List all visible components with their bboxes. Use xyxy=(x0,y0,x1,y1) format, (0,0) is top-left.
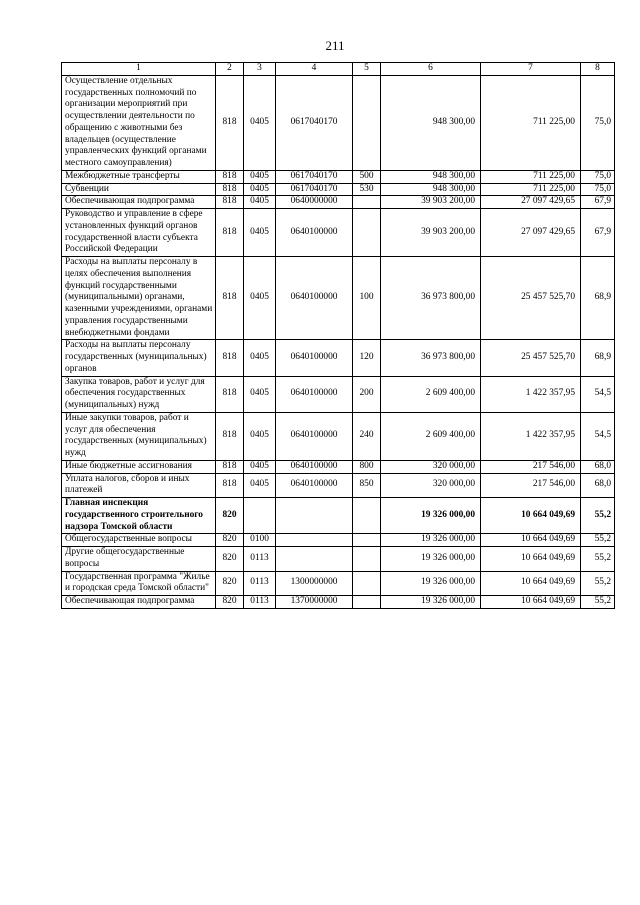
executed-amount-cell: 10 664 049,69 xyxy=(481,571,581,596)
section-code-cell: 0405 xyxy=(244,340,276,376)
expense-type-cell: 800 xyxy=(353,460,381,473)
executed-amount-cell: 711 225,00 xyxy=(481,75,581,170)
executed-amount-cell: 1 422 357,95 xyxy=(481,412,581,460)
target-article-cell: 0617040170 xyxy=(276,170,353,183)
ministry-code-cell: 818 xyxy=(216,460,244,473)
section-code-cell: 0113 xyxy=(244,571,276,596)
expense-type-cell xyxy=(353,596,381,609)
table-row xyxy=(62,183,615,196)
target-article-cell: 0640100000 xyxy=(276,412,353,460)
percent-cell: 55,2 xyxy=(581,547,615,572)
target-article-cell: 0640000000 xyxy=(276,196,353,209)
budget-table xyxy=(61,62,615,609)
percent-cell: 75,0 xyxy=(581,183,615,196)
section-code-cell xyxy=(244,498,276,534)
ministry-code-cell: 818 xyxy=(216,75,244,170)
planned-amount-cell: 948 300,00 xyxy=(381,170,481,183)
table-row xyxy=(62,170,615,183)
planned-amount-cell: 320 000,00 xyxy=(381,473,481,498)
section-code-cell: 0405 xyxy=(244,460,276,473)
percent-cell: 55,2 xyxy=(581,596,615,609)
expense-type-cell: 120 xyxy=(353,340,381,376)
header-cell: 4 xyxy=(276,63,353,76)
expense-type-cell xyxy=(353,547,381,572)
header-cell: 1 xyxy=(62,63,216,76)
header-cell: 2 xyxy=(216,63,244,76)
row-name-cell: Субвенции xyxy=(62,183,216,196)
section-code-cell: 0405 xyxy=(244,376,276,412)
ministry-code-cell: 818 xyxy=(216,257,244,340)
planned-amount-cell: 36 973 800,00 xyxy=(381,257,481,340)
table-row xyxy=(62,534,615,547)
percent-cell: 54,5 xyxy=(581,376,615,412)
planned-amount-cell: 39 903 200,00 xyxy=(381,209,481,257)
header-cell: 5 xyxy=(353,63,381,76)
expense-type-cell: 530 xyxy=(353,183,381,196)
executed-amount-cell: 217 546,00 xyxy=(481,473,581,498)
executed-amount-cell: 25 457 525,70 xyxy=(481,340,581,376)
table-row xyxy=(62,257,615,340)
expense-type-cell: 850 xyxy=(353,473,381,498)
planned-amount-cell: 320 000,00 xyxy=(381,460,481,473)
planned-amount-cell: 19 326 000,00 xyxy=(381,571,481,596)
section-code-cell: 0405 xyxy=(244,170,276,183)
table-row xyxy=(62,473,615,498)
section-code-cell: 0113 xyxy=(244,596,276,609)
target-article-cell: 1300000000 xyxy=(276,571,353,596)
target-article-cell: 0640100000 xyxy=(276,376,353,412)
target-article-cell: 1370000000 xyxy=(276,596,353,609)
target-article-cell xyxy=(276,547,353,572)
row-name-cell: Государственная программа "Жилье и городская среда Томской области" xyxy=(62,571,216,596)
ministry-code-cell: 818 xyxy=(216,412,244,460)
planned-amount-cell: 19 326 000,00 xyxy=(381,534,481,547)
section-code-cell: 0405 xyxy=(244,183,276,196)
row-name-cell: Осуществление отдельных государственных полномочий по организации мероприятий при осуществлении деятельности по обращению с животными без владельцев (осуществление управленческих функций органами местного самоуправления) xyxy=(62,75,216,170)
table-row xyxy=(62,460,615,473)
expense-type-cell xyxy=(353,498,381,534)
percent-cell: 68,9 xyxy=(581,340,615,376)
row-name-cell: Руководство и управление в сфере установленных функций органов государственной власти субъекта Российской Федерации xyxy=(62,209,216,257)
percent-cell: 54,5 xyxy=(581,412,615,460)
table-row xyxy=(62,412,615,460)
planned-amount-cell: 39 903 200,00 xyxy=(381,196,481,209)
row-name-cell: Обеспечивающая подпрограмма xyxy=(62,596,216,609)
ministry-code-cell: 818 xyxy=(216,170,244,183)
ministry-code-cell: 818 xyxy=(216,340,244,376)
section-code-cell: 0405 xyxy=(244,412,276,460)
ministry-code-cell: 818 xyxy=(216,376,244,412)
header-cell: 3 xyxy=(244,63,276,76)
header-cell: 7 xyxy=(481,63,581,76)
ministry-code-cell: 820 xyxy=(216,571,244,596)
planned-amount-cell: 19 326 000,00 xyxy=(381,596,481,609)
row-name-cell: Обеспечивающая подпрограмма xyxy=(62,196,216,209)
percent-cell: 75,0 xyxy=(581,170,615,183)
section-code-cell: 0405 xyxy=(244,473,276,498)
table-row xyxy=(62,571,615,596)
target-article-cell xyxy=(276,498,353,534)
row-name-cell: Межбюджетные трансферты xyxy=(62,170,216,183)
row-name-cell: Общегосударственные вопросы xyxy=(62,534,216,547)
percent-cell: 55,2 xyxy=(581,534,615,547)
target-article-cell xyxy=(276,534,353,547)
section-code-cell: 0405 xyxy=(244,75,276,170)
row-name-cell: Уплата налогов, сборов и иных платежей xyxy=(62,473,216,498)
target-article-cell: 0617040170 xyxy=(276,183,353,196)
ministry-code-cell: 818 xyxy=(216,196,244,209)
section-code-cell: 0100 xyxy=(244,534,276,547)
ministry-code-cell: 820 xyxy=(216,547,244,572)
section-code-cell: 0113 xyxy=(244,547,276,572)
table-row xyxy=(62,376,615,412)
section-code-cell: 0405 xyxy=(244,196,276,209)
planned-amount-cell: 948 300,00 xyxy=(381,75,481,170)
executed-amount-cell: 711 225,00 xyxy=(481,183,581,196)
planned-amount-cell: 2 609 400,00 xyxy=(381,376,481,412)
expense-type-cell xyxy=(353,571,381,596)
executed-amount-cell: 10 664 049,69 xyxy=(481,596,581,609)
expense-type-cell xyxy=(353,209,381,257)
row-name-cell: Главная инспекция государственного строительного надзора Томской области xyxy=(62,498,216,534)
header-row xyxy=(62,63,615,76)
table-row xyxy=(62,196,615,209)
percent-cell: 68,0 xyxy=(581,460,615,473)
target-article-cell: 0640100000 xyxy=(276,473,353,498)
percent-cell: 68,0 xyxy=(581,473,615,498)
target-article-cell: 0640100000 xyxy=(276,460,353,473)
ministry-code-cell: 820 xyxy=(216,498,244,534)
executed-amount-cell: 217 546,00 xyxy=(481,460,581,473)
percent-cell: 55,2 xyxy=(581,498,615,534)
row-name-cell: Другие общегосударственные вопросы xyxy=(62,547,216,572)
expense-type-cell: 200 xyxy=(353,376,381,412)
ministry-code-cell: 818 xyxy=(216,473,244,498)
row-name-cell: Расходы на выплаты персоналу государственных (муниципальных) органов xyxy=(62,340,216,376)
percent-cell: 55,2 xyxy=(581,571,615,596)
target-article-cell: 0640100000 xyxy=(276,209,353,257)
header-cell: 6 xyxy=(381,63,481,76)
executed-amount-cell: 1 422 357,95 xyxy=(481,376,581,412)
executed-amount-cell: 711 225,00 xyxy=(481,170,581,183)
expense-type-cell: 500 xyxy=(353,170,381,183)
planned-amount-cell: 19 326 000,00 xyxy=(381,498,481,534)
planned-amount-cell: 948 300,00 xyxy=(381,183,481,196)
target-article-cell: 0640100000 xyxy=(276,257,353,340)
table-row xyxy=(62,209,615,257)
row-name-cell: Иные закупки товаров, работ и услуг для обеспечения государственных (муниципальных) нужд xyxy=(62,412,216,460)
planned-amount-cell: 36 973 800,00 xyxy=(381,340,481,376)
expense-type-cell: 240 xyxy=(353,412,381,460)
section-code-cell: 0405 xyxy=(244,257,276,340)
target-article-cell: 0640100000 xyxy=(276,340,353,376)
percent-cell: 68,9 xyxy=(581,257,615,340)
planned-amount-cell: 2 609 400,00 xyxy=(381,412,481,460)
table-row xyxy=(62,547,615,572)
ministry-code-cell: 818 xyxy=(216,183,244,196)
executed-amount-cell: 27 097 429,65 xyxy=(481,209,581,257)
ministry-code-cell: 818 xyxy=(216,209,244,257)
section-code-cell: 0405 xyxy=(244,209,276,257)
executed-amount-cell: 10 664 049,69 xyxy=(481,498,581,534)
target-article-cell: 0617040170 xyxy=(276,75,353,170)
ministry-code-cell: 820 xyxy=(216,534,244,547)
row-name-cell: Закупка товаров, работ и услуг для обеспечения государственных (муниципальных) нужд xyxy=(62,376,216,412)
expense-type-cell xyxy=(353,196,381,209)
expense-type-cell xyxy=(353,534,381,547)
table-row xyxy=(62,75,615,170)
executed-amount-cell: 10 664 049,69 xyxy=(481,547,581,572)
percent-cell: 67,9 xyxy=(581,209,615,257)
table-row xyxy=(62,498,615,534)
expense-type-cell xyxy=(353,75,381,170)
expense-type-cell: 100 xyxy=(353,257,381,340)
header-cell: 8 xyxy=(581,63,615,76)
percent-cell: 75,0 xyxy=(581,75,615,170)
page-number: 211 xyxy=(325,38,345,53)
row-name-cell: Расходы на выплаты персоналу в целях обеспечения выполнения функций государственными (муниципальными) органами, казенными учреждениями, органами управления государственными внебюджетными фондами xyxy=(62,257,216,340)
executed-amount-cell: 10 664 049,69 xyxy=(481,534,581,547)
planned-amount-cell: 19 326 000,00 xyxy=(381,547,481,572)
table-row xyxy=(62,340,615,376)
ministry-code-cell: 820 xyxy=(216,596,244,609)
percent-cell: 67,9 xyxy=(581,196,615,209)
executed-amount-cell: 25 457 525,70 xyxy=(481,257,581,340)
table-row xyxy=(62,596,615,609)
row-name-cell: Иные бюджетные ассигнования xyxy=(62,460,216,473)
executed-amount-cell: 27 097 429,65 xyxy=(481,196,581,209)
